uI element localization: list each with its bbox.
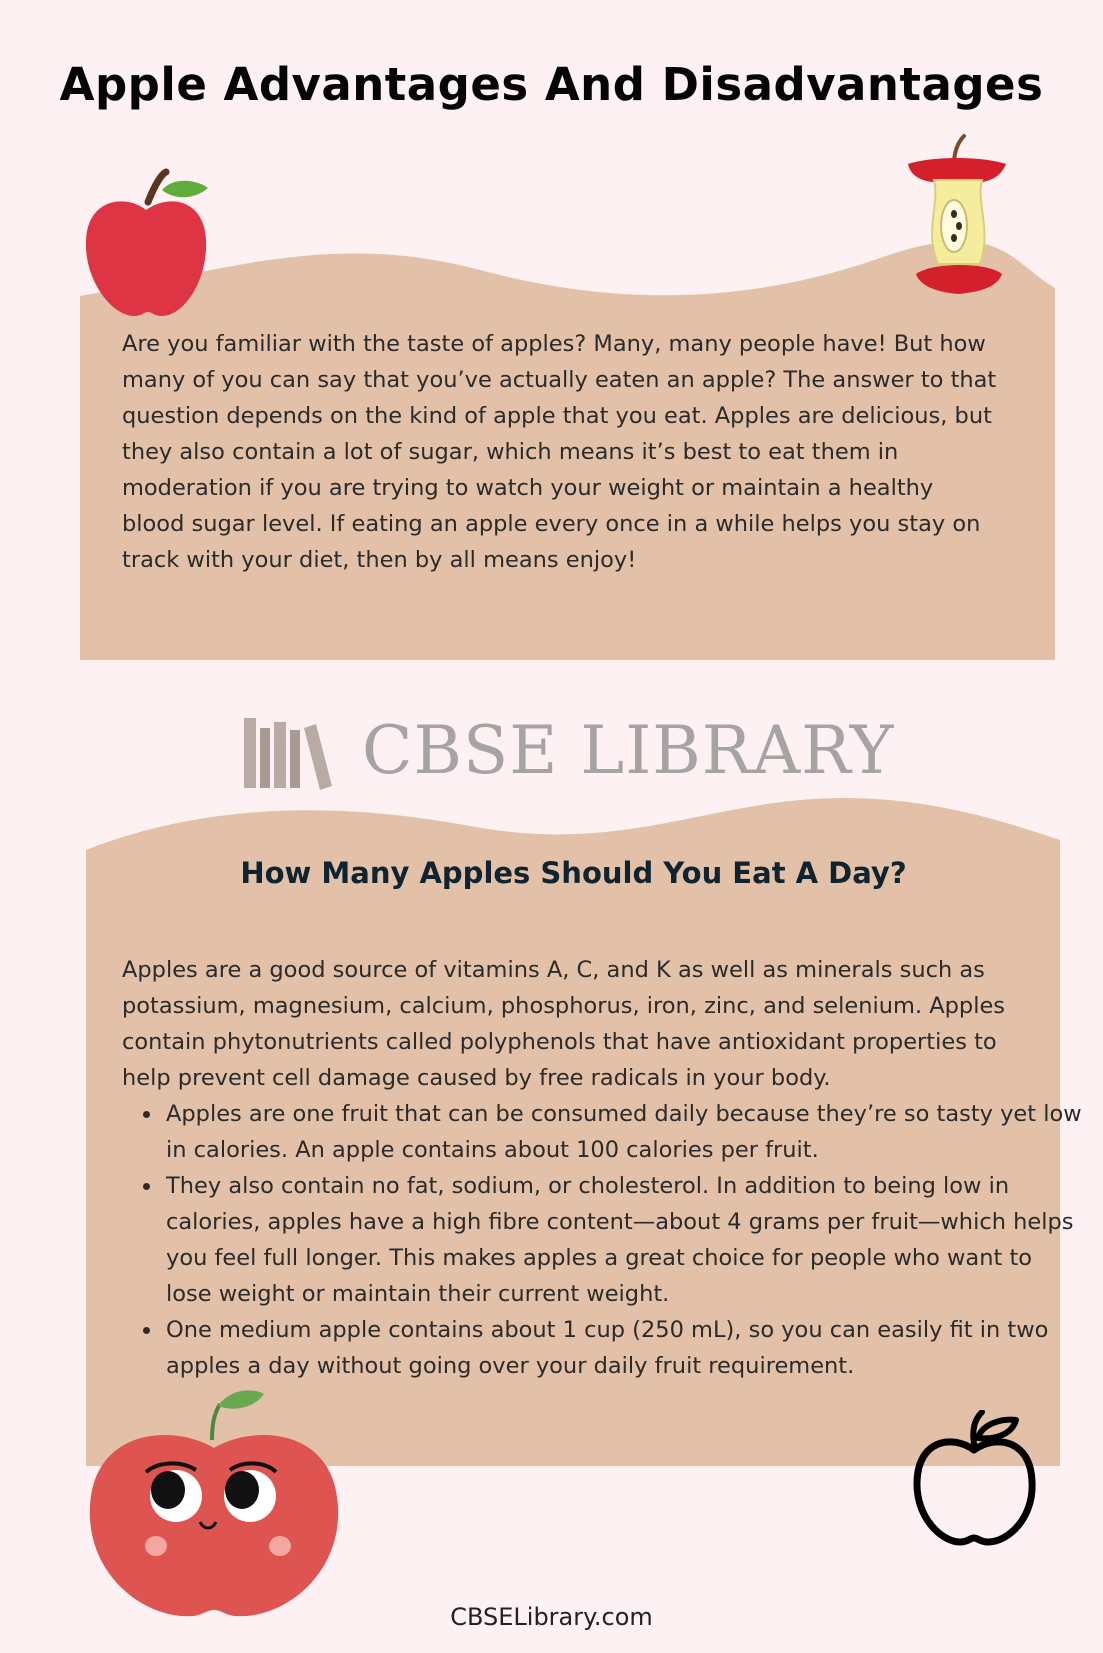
cartoon-apple-icon — [84, 1384, 344, 1620]
apple-core-icon — [902, 134, 1012, 306]
bullet-list — [122, 1096, 1084, 1384]
list-item: One medium apple contains about 1 cup (250 mL), so you can easily fit in two apples a day without going over your daily fruit requirement. — [166, 1312, 1084, 1384]
intro-paragraph: Are you familiar with the taste of apples? Many, many people have! But how many of you can say that you’ve actually eaten an apple? The answer to that question depends on the kind of apple that you eat. Apples are delicious, but they also contain a lot of sugar, which means it’s best to eat them in moderation if you are trying to watch your weight or maintain a healthy blood sugar level. If eating an apple every once in a while helps you stay on track with your diet, then by all means enjoy! — [122, 331, 997, 573]
watermark-text: CBSE LIBRARY — [362, 712, 895, 789]
list-item: They also contain no fat, sodium, or cholesterol. In addition to being low in calories, apples have a high fibre content—about 4 grams per fruit—which helps you feel full longer. This makes apples a great choice for people who want to lose weight or maintain their current weight. — [166, 1168, 1084, 1312]
footer-site-name: CBSELibrary.com — [450, 1603, 653, 1631]
section-heading: How Many Apples Should You Eat A Day? — [240, 856, 907, 890]
section-intro-paragraph: Apples are a good source of vitamins A, C, and K as well as minerals such as potassium, magnesium, calcium, phosphorus, iron, zinc, and selenium. Apples contain phytonutrients called polyphenols that have antioxidant properties to help prevent cell damage caused by free radicals in your body. — [122, 957, 1006, 1091]
books-icon — [240, 708, 336, 790]
page-title: Apple Advantages And Disadvantages — [59, 58, 1044, 111]
list-item: Apples are one fruit that can be consumed daily because they’re so tasty yet low in calories. An apple contains about 100 calories per fruit. — [166, 1096, 1084, 1168]
red-apple-icon — [82, 168, 212, 318]
apple-outline-icon — [912, 1410, 1038, 1546]
